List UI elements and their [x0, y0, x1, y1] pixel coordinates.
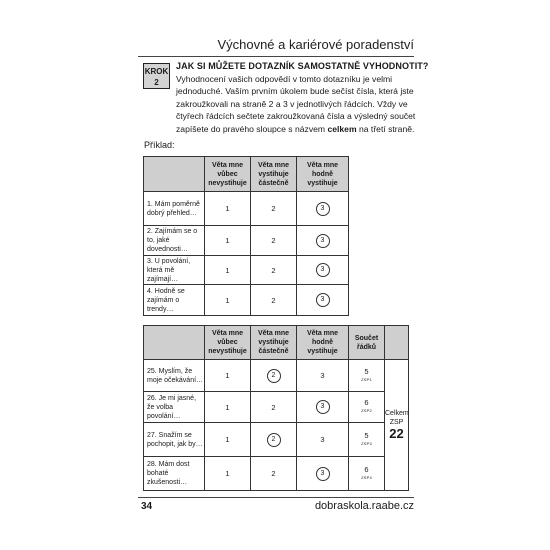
circled-answer: 2 — [267, 433, 281, 447]
answer-cell — [297, 226, 349, 256]
row-sum-value: 6 — [364, 398, 369, 407]
question-cell: 4. Hodně se zajímám o trendy… — [144, 285, 205, 316]
circled-answer: 3 — [316, 234, 330, 248]
question-cell: 25. Myslím, že moje očekávání… — [144, 360, 205, 392]
table-row — [144, 226, 349, 256]
circled-answer: 3 — [316, 263, 330, 277]
answer-cell — [205, 285, 251, 316]
question-cell: 3. U povolání, která mě zajímají… — [144, 256, 205, 285]
answer-cell — [251, 457, 297, 491]
scores-header-blank — [144, 326, 205, 360]
total-value: 22 — [389, 426, 404, 441]
answer-cell — [205, 226, 251, 256]
running-header: Výchovné a kariérové poradenství — [217, 37, 414, 52]
scores-table — [143, 325, 409, 491]
row-sum-cell — [349, 423, 385, 457]
circled-answer: 3 — [316, 202, 330, 216]
col-header-hodne: Věta mne hodně vystihuje — [297, 157, 349, 192]
row-sum-value: 6 — [364, 464, 369, 474]
answer-value: 2 — [271, 402, 276, 412]
answer-value: 1 — [225, 295, 230, 305]
row-sum-unit: ZSP4 — [361, 474, 372, 480]
col-header-hodne: Věta mne hodně vystihuje — [297, 326, 349, 360]
row-sum-unit: ZSP1 — [361, 376, 372, 382]
answer-value: 3 — [320, 371, 325, 380]
col-header-nevystihuje: Věta mne vůbec nevystihuje — [205, 157, 251, 192]
answer-cell — [251, 360, 297, 392]
answer-cell — [251, 226, 297, 256]
col-header-soucet: Součet řádků — [349, 326, 385, 360]
question-cell: 27. Snažím se pochopit, jak by… — [144, 423, 205, 457]
answer-cell — [205, 256, 251, 285]
answer-value: 3 — [320, 435, 325, 444]
answer-cell — [297, 457, 349, 491]
answer-cell — [297, 360, 349, 392]
row-sum-value: 5 — [364, 430, 369, 440]
example-label: Příklad: — [144, 140, 175, 150]
page-number: 34 — [141, 501, 153, 512]
question-cell: 2. Zajímám se o to, jaké dovednosti… — [144, 226, 205, 256]
circled-answer: 3 — [316, 293, 330, 307]
answer-value: 1 — [225, 371, 230, 380]
section-heading: JAK SI MŮŽETE DOTAZNÍK SAMOSTATNĚ VYHODNOTIT? — [176, 61, 429, 71]
answer-cell — [205, 457, 251, 491]
answer-value: 2 — [271, 265, 276, 275]
krok-number: 2 — [154, 78, 159, 87]
answer-cell — [205, 423, 251, 457]
answer-cell — [205, 192, 251, 226]
circled-answer: 2 — [267, 369, 281, 383]
answer-value: 2 — [271, 469, 276, 478]
answer-value: 1 — [225, 469, 230, 478]
answer-cell — [205, 360, 251, 392]
krok-word: KROK — [144, 67, 169, 76]
table-row — [144, 392, 409, 423]
row-sum-value: 5 — [364, 366, 369, 376]
question-cell: 1. Mám poměrně dobrý přehled… — [144, 192, 205, 226]
table-row — [144, 457, 409, 491]
answer-cell — [251, 192, 297, 226]
row-sum-unit: ZSP3 — [361, 440, 372, 446]
question-cell: 26. Je mi jasné, že volba povolání… — [144, 392, 205, 423]
example-header-blank — [144, 157, 205, 192]
intro-text-1: Vyhodnocení vašich odpovědí v tomto dotazníku je velmi jednoduché. Vaším prvním úkolem bude sečíst čísla, která jste zakroužkovali na straně 2 a 3 v jednotlivých řádcích. Vždy ve čtyřech řádcích sečtete zakroužkovaná čísla a výsledný součet zapíšete do pravého sloupce s názvem — [176, 74, 416, 134]
example-table — [143, 156, 349, 316]
col-header-castecne: Věta mne vystihuje částečně — [251, 326, 297, 360]
total-cell — [385, 360, 409, 491]
footer-site: dobraskola.raabe.cz — [314, 500, 414, 512]
answer-value: 1 — [225, 435, 230, 444]
answer-cell — [251, 256, 297, 285]
intro-text-2: na třetí straně. — [356, 123, 415, 134]
scores-header-total-blank — [385, 326, 409, 360]
answer-cell — [251, 392, 297, 423]
example-header-row — [144, 157, 349, 192]
table-row — [144, 360, 409, 392]
col-header-nevystihuje: Věta mne vůbec nevystihuje — [205, 326, 251, 360]
answer-cell — [251, 285, 297, 316]
row-sum-unit: ZSP2 — [361, 408, 372, 413]
answer-value: 1 — [225, 236, 230, 245]
table-row — [144, 192, 349, 226]
intro-paragraph — [176, 73, 416, 135]
total-label: Celkem — [385, 410, 409, 417]
table-row — [144, 423, 409, 457]
total-unit: ZSP — [389, 419, 404, 426]
answer-value: 1 — [225, 265, 230, 275]
table-row — [144, 285, 349, 316]
intro-bold-word: celkem — [327, 123, 357, 134]
col-header-castecne: Věta mne vystihuje částečně — [251, 157, 297, 192]
answer-cell — [205, 392, 251, 423]
krok-badge — [143, 63, 170, 89]
answer-value: 2 — [271, 236, 276, 245]
header-rule — [138, 56, 414, 57]
footer-rule — [138, 497, 414, 498]
answer-cell — [297, 285, 349, 316]
circled-answer: 3 — [316, 467, 330, 481]
row-sum-cell — [349, 392, 385, 423]
answer-value: 2 — [271, 204, 276, 213]
circled-answer: 3 — [316, 400, 330, 414]
scores-header-row — [144, 326, 409, 360]
question-cell: 28. Mám dost bohaté zkušenosti… — [144, 457, 205, 491]
row-sum-cell — [349, 457, 385, 491]
answer-cell — [297, 256, 349, 285]
answer-value: 1 — [225, 204, 230, 213]
answer-cell — [297, 423, 349, 457]
row-sum-cell — [349, 360, 385, 392]
answer-cell — [297, 192, 349, 226]
answer-value: 1 — [225, 402, 230, 412]
table-row — [144, 256, 349, 285]
answer-value: 2 — [271, 295, 276, 305]
answer-cell — [297, 392, 349, 423]
answer-cell — [251, 423, 297, 457]
